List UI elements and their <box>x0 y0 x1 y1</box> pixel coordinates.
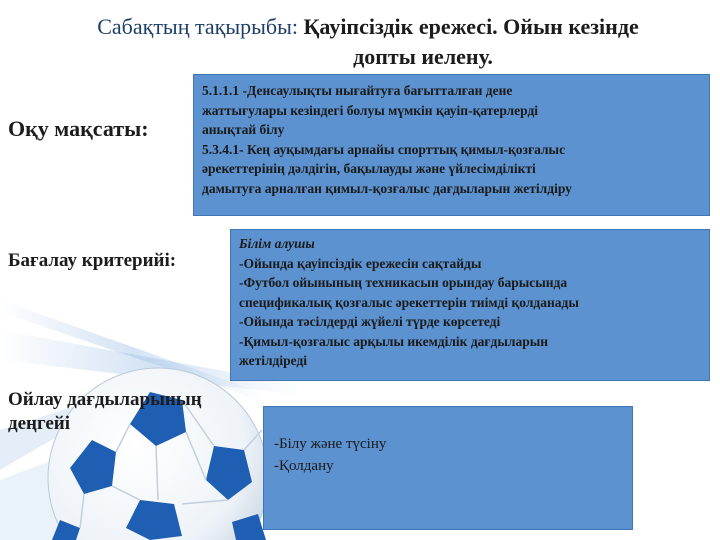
criteria-line: -Қимыл-қозғалыс арқылы икемділік дағдыларын <box>239 333 549 349</box>
title-prefix: Сабақтың тақырыбы: <box>97 14 304 39</box>
thinking-label-line1: Ойлау дағдыларының <box>8 389 202 410</box>
criteria-label: Бағалау критерийі: <box>8 250 177 271</box>
thinking-label <box>8 388 202 436</box>
goals-label: Оқу мақсаты: <box>8 116 149 141</box>
title-main-line2: допты иелену. <box>353 44 493 69</box>
thinking-line: -Қолдану <box>274 458 334 474</box>
goals-line: 5.1.1.1 -Денсаулықты нығайтуға бағытталған дене <box>202 83 513 98</box>
thinking-box <box>263 406 633 530</box>
criteria-line: -Ойында қауіпсіздік ережесін сақтайды <box>239 255 482 271</box>
criteria-heading: Білім алушы <box>239 236 315 251</box>
criteria-box <box>230 229 710 381</box>
criteria-line: спецификалық қозғалыс әрекеттерін тиімді қолданады <box>239 294 579 310</box>
goals-line: әрекеттерінің дәлдігін, бақылауды және үйлесімділікті <box>202 161 536 176</box>
goals-line: 5.3.4.1- Кең ауқымдағы арнайы спорттық қимыл-қозғалыс <box>202 141 566 157</box>
thinking-line: -Білу және түсіну <box>274 436 387 452</box>
slide-title <box>18 12 718 72</box>
criteria-line: -Ойында тәсілдерді жүйелі түрде көрсетеді <box>239 314 501 329</box>
goals-box <box>193 74 710 216</box>
criteria-line: -Футбол ойынының техникасын орындау барысында <box>239 275 568 290</box>
goals-line: анықтай білу <box>202 122 285 137</box>
title-main-line1: Қауіпсіздік ережесі. Ойын кезінде <box>303 14 639 39</box>
goals-line: дамытуға арналған қимыл-қозғалыс дағдыларын жетілдіру <box>202 180 572 196</box>
criteria-line: жетілдіреді <box>239 353 308 368</box>
thinking-label-line2: деңгейі <box>8 413 71 434</box>
goals-line: жаттығулары кезіндегі болуы мүмкін қауіп-қатерлерді <box>202 102 539 118</box>
